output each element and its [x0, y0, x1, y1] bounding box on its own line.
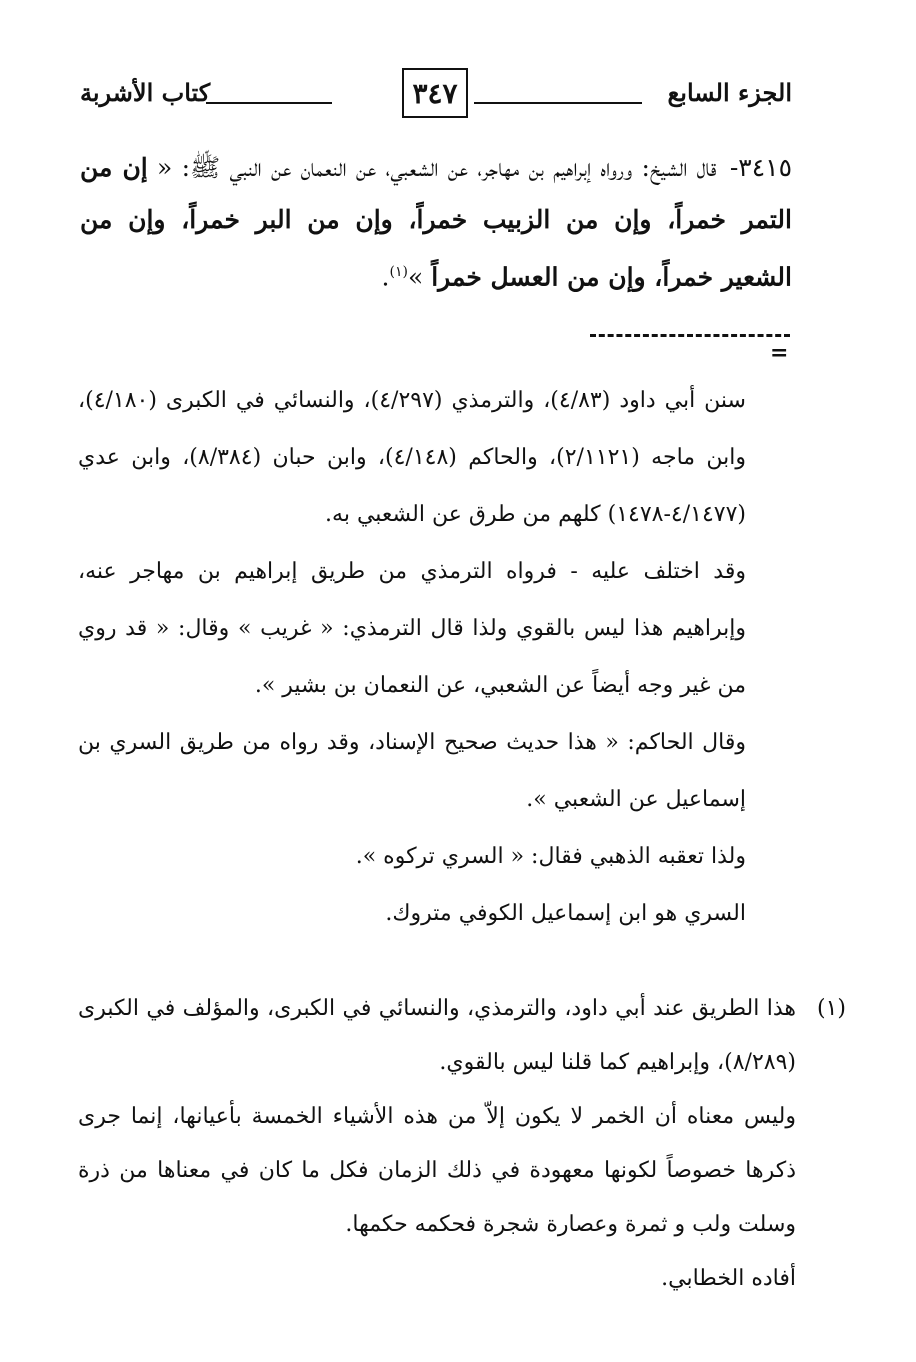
book-title: كتاب الأشربة [80, 78, 211, 107]
footnote-attribution: أفاده الخطابي. [661, 1266, 796, 1291]
hadith-text [80, 142, 792, 303]
footnote-explanation: وليس معناه أن الخمر لا يكون إلاّ من هذه الأشياء الخمسة بأعيانها، إنما جرى ذكرها خصوصاً لكونها معهودة في ذلك الزمان فكل ما كان في معناها من ذرة وسلت ولب و ثمرة وعصارة شجرة فحكمه حكمها. [78, 1104, 796, 1237]
takhrij-notes [78, 372, 746, 942]
header-rule-left [206, 102, 332, 104]
hadith-matn: إن من التمر خمراً، وإن من الزبيب خمراً، وإن من البر خمراً، وإن من الشعير خمراً، وإن من العسل خمراً [80, 153, 792, 292]
takhrij-paragraph: وقد اختلف عليه - فرواه الترمذي من طريق إبراهيم بن مهاجر عنه، وإبراهيم هذا ليس بالقوي ولذا قال الترمذي: « غريب » وقال: « قد روي من غير وجه أيضاً عن الشعبي، عن النعمان بن بشير ». [78, 559, 746, 698]
footnote-text: هذا الطريق عند أبي داود، والترمذي، والنسائي في الكبرى، والمؤلف في الكبرى (٨/٢٨٩)، وإبراهيم كما قلنا ليس بالقوي. [78, 996, 796, 1075]
footnote [78, 982, 846, 1306]
takhrij-paragraph: السري هو ابن إسماعيل الكوفي متروك. [385, 901, 746, 926]
takhrij-paragraph: سنن أبي داود (٤/٨٣)، والترمذي (٤/٢٩٧)، والنسائي في الكبرى (٤/١٨٠)، وابن ماجه (٢/١١٢١)، والحاكم (٤/١٤٨)، وابن حبان (٨/٣٨٤)، وابن عدي (٤/١٤٧٧-١٤٧٨) كلهم من طرق عن الشعبي به. [78, 388, 747, 527]
separator-line [590, 334, 790, 337]
footnote-marker: (١) [816, 996, 846, 1021]
takhrij-paragraph: وقال الحاكم: « هذا حديث صحيح الإسناد، وقد رواه من طريق السري بن إسماعيل عن الشعبي ». [78, 730, 746, 812]
takhrij-paragraph: ولذا تعقبه الذهبي فقال: « السري تركوه ». [355, 844, 746, 869]
volume-title: الجزء السابع [667, 78, 792, 107]
running-header [80, 62, 792, 126]
separator-mark: = [770, 340, 789, 366]
hadith-number: ٣٤١٥- [729, 153, 793, 182]
hadith-close-quote: » [407, 262, 424, 292]
footnote-reference: (١) [389, 264, 408, 280]
footnote-first-paragraph [78, 982, 846, 1090]
page-number: ٣٤٧ [402, 68, 468, 118]
hadith-end: . [381, 262, 390, 292]
header-rule-right [474, 102, 642, 104]
hadith-intro: قال الشيخ: ورواه إبراهيم بن مهاجر، عن الشعبي، عن النعمان عن النبي ﷺ: « [157, 153, 717, 182]
